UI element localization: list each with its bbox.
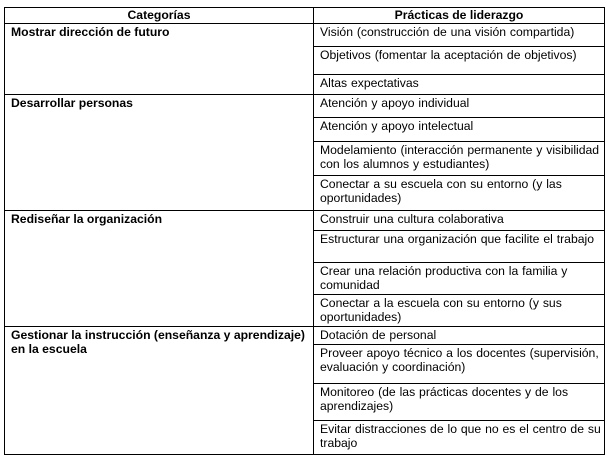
practice-cell: Evitar distracciones de lo que no es el centro de su trabajo xyxy=(314,420,605,454)
practice-cell: Modelamiento (interacción permanente y visibilidad con los alumnos y estudiantes) xyxy=(314,141,605,175)
category-cell: Mostrar dirección de futuro xyxy=(5,23,314,94)
practice-cell: Atención y apoyo individual xyxy=(314,94,605,117)
leadership-practices-table xyxy=(4,7,605,455)
practice-cell: Proveer apoyo técnico a los docentes (supervisión, evaluación y coordinación) xyxy=(314,344,605,383)
practice-cell: Dotación de personal xyxy=(314,326,605,344)
table-row xyxy=(5,210,605,230)
practice-cell: Visión (construcción de una visión compartida) xyxy=(314,23,605,46)
practice-cell: Atención y apoyo intelectual xyxy=(314,117,605,141)
table-row xyxy=(5,94,605,117)
practice-cell: Altas expectativas xyxy=(314,74,605,94)
practice-cell: Conectar a la escuela con su entorno (y sus oportunidades) xyxy=(314,294,605,326)
practice-cell: Crear una relación productiva con la familia y comunidad xyxy=(314,262,605,294)
header-row xyxy=(5,8,605,24)
category-cell: Desarrollar personas xyxy=(5,94,314,210)
category-cell: Rediseñar la organización xyxy=(5,210,314,326)
practice-cell: Objetivos (fomentar la aceptación de objetivos) xyxy=(314,46,605,74)
practice-cell: Monitoreo (de las prácticas docentes y de los aprendizajes) xyxy=(314,383,605,420)
practice-cell: Estructurar una organización que facilite el trabajo xyxy=(314,230,605,262)
table-row xyxy=(5,326,605,344)
table-row xyxy=(5,23,605,46)
header-categorias: Categorías xyxy=(5,8,314,24)
category-cell: Gestionar la instrucción (enseñanza y aprendizaje) en la escuela xyxy=(5,326,314,454)
practice-cell: Construir una cultura colaborativa xyxy=(314,210,605,230)
practice-cell: Conectar a su escuela con su entorno (y las oportunidades) xyxy=(314,175,605,210)
header-practicas: Prácticas de liderazgo xyxy=(314,8,605,24)
